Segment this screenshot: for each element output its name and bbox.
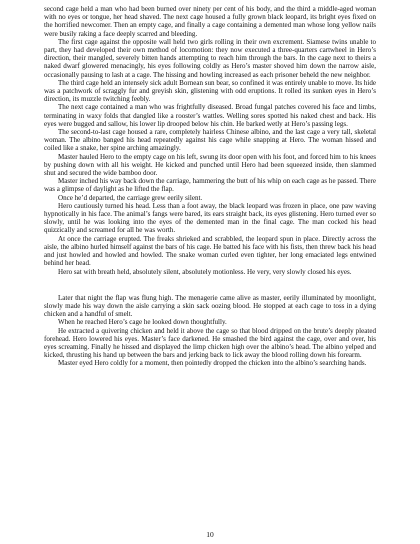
paragraph: The first cage against the opposite wall held two girls rolling in their own excrement. Siamese twins unable to part, they had developed their own method of locomotion: they now executed a three-quarters cartwheel in Hero’s direction, their mangled, severely bitten hands attempting to reach him through the bars. In the cage next to theirs a naked dwarf glowered menacingly, his eyes following coldly as Hero’s master shoved him down the narrow aisle, occasionally pausing to lash at a cage. The hissing and howling increased as each prisoner beheld the new neighbor. xyxy=(44,37,376,79)
section-one xyxy=(44,5,376,276)
paragraph: Once he’d departed, the carriage grew eerily silent. xyxy=(58,193,203,202)
paragraph: Master hauled Hero to the empty cage on his left, swung its door open with his foot, and forced him to his knees by pushing down with all his weight. He kicked and punched until Hero had been squeezed inside, then slammed shut and secured the wide bamboo door. xyxy=(44,152,376,178)
paragraph: Hero sat with breath held, absolutely silent, absolutely motionless. He very, very slowly closed his eyes. xyxy=(58,267,352,276)
paragraph: Master eyed Hero coldly for a moment, then pointedly dropped the chicken into the albino’s searching hands. xyxy=(58,359,367,368)
paragraph: The second-to-last cage housed a rare, completely hairless Chinese albino, and the last cage a very tall, skeletal woman. The albino banged his head repeatedly against his cage while snapping at Hero. The woman hissed and coiled like a snake, her spine arching amazingly. xyxy=(44,128,376,153)
paragraph: The next cage contained a man who was frightfully diseased. Broad fungal patches covered his face and limbs, terminating in waxy folds that dangled like a rooster’s wattles. Welling sores spotted his naked chest and back. His eyes were bugged and sallow, his lower lip drooped below his chin. He barked wetly at Hero’s passing legs. xyxy=(44,103,376,128)
paragraph: The third cage held an intensely sick adult Bornean sun bear, so confined it was entirely unable to move. Its hide was a patchwork of scraggly fur and greyish skin, glistening with odd eruptions. It rolled its sunken eyes in Hero’s direction, its muzzle twitching feebly. xyxy=(44,78,376,104)
paragraph: Master inched his way back down the carriage, hammering the butt of his whip on each cage as he passed. There was a glimpse of daylight as he lifted the flap. xyxy=(44,177,376,194)
section-two xyxy=(44,294,376,368)
page-number: 10 xyxy=(206,530,214,539)
section-break xyxy=(44,276,376,294)
paragraph: At once the carriage erupted. The freaks shrieked and scrabbled, the leopard spun in place. Directly across the aisle, the albino hurled himself against the bars of his cage. He batted his face with his fists, then threw back his head and just howled and howled and howled. The snake woman curled even tighter, her long emaciated legs entwined behind her head. xyxy=(44,234,376,268)
paragraph: Hero cautiously turned his head. Less than a foot away, the black leopard was frozen in place, one paw waving hypnotically in his face. The animal’s fangs were bared, its ears straight back, its eyes glistening. Hero turned ever so slowly, until he was looking into the eyes of the demented man in the final cage. The man cocked his head quizzically and screamed for all he was worth. xyxy=(44,201,376,235)
paragraph: When he reached Hero’s cage he looked down thoughtfully. xyxy=(58,318,227,327)
paragraph: Later that night the flap was flung high. The menagerie came alive as master, eerily illuminated by moonlight, slowly made his way down the aisle carrying a skin sack oozing blood. He stopped at each cage to toss in a dying chicken and a handful of smelt. xyxy=(44,293,376,319)
paragraph: He extracted a quivering chicken and held it above the cage so that blood dripped on the brute’s deeply pleated forehead. Hero lowered his eyes. Master’s face darkened. He smashed the bird against the cage, over and over, his eyes screaming. Finally he hissed and displayed the limp chicken high over the albino’s head. The albino yelped and kicked, thrusting his hand up between the bars and jerking back to lick away the blood rolling down his forearm. xyxy=(44,326,376,360)
paragraph: second cage held a man who had been burned over ninety per cent of his body, and the third a middle-aged woman with no eyes or tongue, her head shaved. The next cage housed a fully grown black leopard, its bright eyes fixed on the horrified newcomer. Then an empty cage, and finally a cage containing a demented man whose long yellow nails were busily raking a face deeply scarred and bleeding. xyxy=(44,5,376,38)
